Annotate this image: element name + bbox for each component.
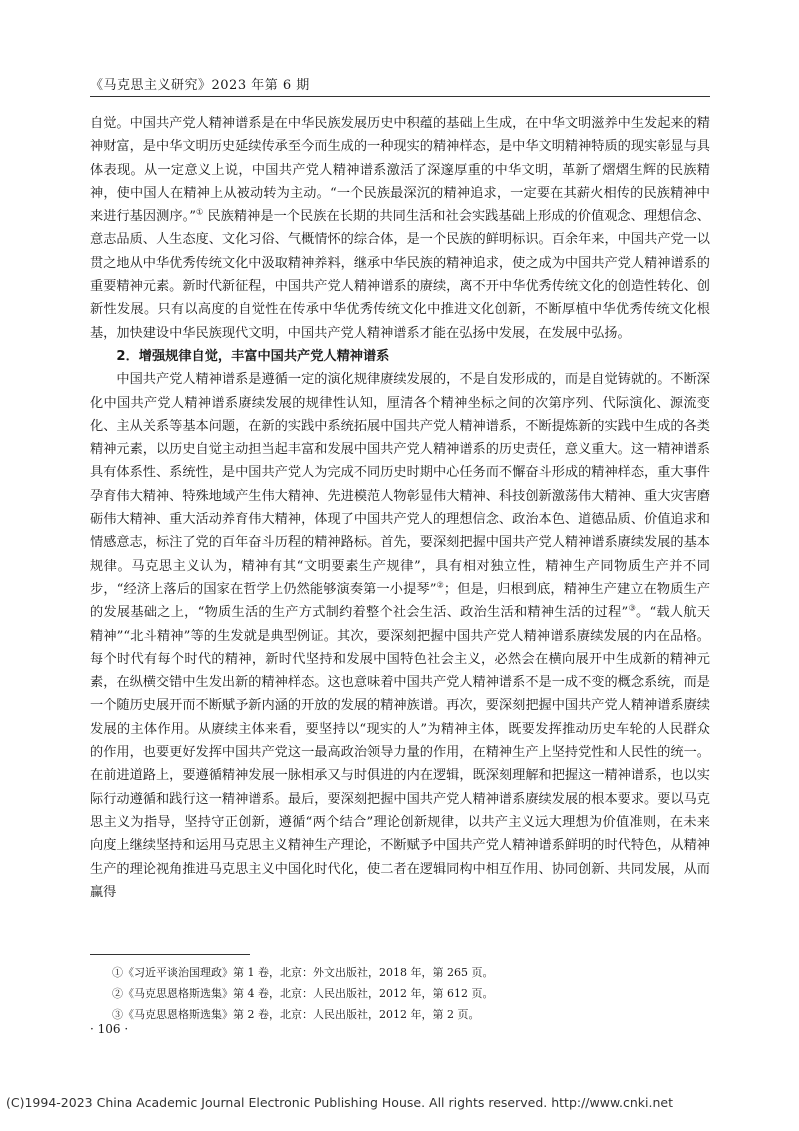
paragraph-2-text-b: ；但是，归根到底，精神生产建立在物质生产的发展基础之上，“物质生活的生产方式制约着整个社会生活、政治生活和精神生活的过程”	[90, 581, 711, 621]
paragraph-1-text-cont: 民族精神是一个民族在长期的共同生活和社会实践基础上形成的价值观念、理想信念、意志品质、人生态度、文化习俗、气概情怀的综合体，是一个民族的鲜明标识。百余年来，中国共产党一以贯之地从中华优秀传统文化中汲取精神养料，继承中华民族的精神追求，使之成为中国共产党人精神谱系的重要精神元素。新时代新征程，中国共产党人精神谱系的赓续，离不开中华优秀传统文化的创造性转化、创新性发展。只有以高度的自觉性在传承中华优秀传统文化中推进文化创新，不断厚植中华优秀传统文化根基，加快建设中华民族现代文明，中国共产党人精神谱系才能在弘扬中发展，在发展中弘扬。	[90, 209, 710, 341]
footnote-2: ②《马克思恩格斯选集》第 4 卷，北京：人民出版社，2012 年，第 612 页。	[112, 987, 494, 1000]
footnote-3: ③《马克思恩格斯选集》第 2 卷，北京：人民出版社，2012 年，第 2 页。	[112, 1008, 480, 1021]
copyright-footer: (C)1994-2023 China Academic Journal Electronic Publishing House. All rights reserved. http://www.cnki.net	[6, 1095, 673, 1110]
footnotes	[112, 962, 712, 1025]
paragraph-1	[90, 112, 710, 345]
article-body	[90, 112, 710, 904]
footnote-divider	[90, 954, 250, 955]
footnote-ref-3[interactable]: ③	[628, 603, 637, 613]
footnote-1: ①《习近平谈治国理政》第 1 卷，北京：外文出版社，2018 年，第 265 页。	[112, 966, 494, 979]
page-number: · 106 ·	[90, 1022, 129, 1036]
section-heading: 2．增强规律自觉，丰富中国共产党人精神谱系	[116, 348, 390, 364]
paragraph-2	[90, 368, 710, 904]
paragraph-1-text: 自觉。中国共产党人精神谱系是在中华民族发展历史中积蕴的基础上生成，在中华文明滋养中生发起来的精神财富，是中华文明历史延续传承至今而生成的一种现实的精神样态，是中华文明精神特质的现实彰显与具体表现。从一定意义上说，中国共产党人精神谱系激活了深邃厚重的中华文明，革新了熠熠生辉的民族精神，使中国人在精神上从被动转为主动。“一个民族最深沉的精神追求，一定要在其薪火相传的民族精神中来进行基因测序。”	[90, 116, 710, 225]
header-divider	[90, 96, 710, 97]
paragraph-2-text: 中国共产党人精神谱系是遵循一定的演化规律赓续发展的，不是自发形成的，而是自觉铸就的。不断深化中国共产党人精神谱系赓续发展的规律性认知，厘清各个精神坐标之间的次第序列、代际演化、源流变化、主从关系等基本问题，在新的实践中系统拓展中国共产党人精神谱系，不断提炼新的实践中生成的各类精神元素，以历史自觉主动担当起丰富和发展中国共产党人精神谱系的历史责任，意义重大。这一精神谱系具有体系性、系统性，是中国共产党人为完成不同历史时期中心任务而不懈奋斗形成的精神样态，重大事件孕育伟大精神、特殊地域产生伟大精神、先进模范人物彰显伟大精神、科技创新激荡伟大精神、重大灾害磨砺伟大精神、重大活动养育伟大精神，体现了中国共产党人的理想信念、政治本色、道德品质、价值追求和情感意志，标注了党的百年奋斗历程的精神路标。首先，要深刻把握中国共产党人精神谱系赓续发展的基本规律。马克思主义认为，精神有其“文明要素生产规律”，具有相对独立性，精神生产同物质生产并不同步，“经济上落后的国家在哲学上仍然能够演奏第一小提琴”	[90, 372, 710, 597]
footnote-ref-2[interactable]: ②	[436, 580, 444, 590]
footnote-ref-1[interactable]: ①	[195, 207, 204, 217]
running-header: 《马克思主义研究》2023 年第 6 期	[90, 78, 310, 93]
paragraph-2-text-c: 。“载人航天精神”“北斗精神”等的生发就是典型例证。其次，要深刻把握中国共产党人精神谱系赓续发展的内在品格。每个时代有每个时代的精神，新时代坚持和发展中国特色社会主义，必然会在横向展开中生成新的精神元素，在纵横交错中生发出新的精神样态。这也意味着中国共产党人精神谱系不是一成不变的概念系统，而是一个随历史展开而不断赋予新内涵的开放的发展的精神族谱。再次，要深刻把握中国共产党人精神谱系赓续发展的主体作用。从赓续主体来看，要坚持以“现实的人”为精神主体，既要发挥推动历史车轮的人民群众的作用，也要更好发挥中国共产党这一最高政治领导力量的作用，在精神生产上坚持党性和人民性的统一。在前进道路上，要遵循精神发展一脉相承又与时俱进的内在逻辑，既深刻理解和把握这一精神谱系，也以实际行动遵循和践行这一精神谱系。最后，要深刻把握中国共产党人精神谱系赓续发展的根本要求。要以马克思主义为指导，坚持守正创新，遵循“两个结合”理论创新规律，以共产主义远大理想为价值准则，在未来向度上继续坚持和运用马克思主义精神生产理论，不断赋予中国共产党人精神谱系鲜明的时代特色，从精神生产的理论视角推进马克思主义中国化时代化，使二者在逻辑同构中相互作用、协同创新、共同发展，从而赢得	[90, 605, 711, 900]
